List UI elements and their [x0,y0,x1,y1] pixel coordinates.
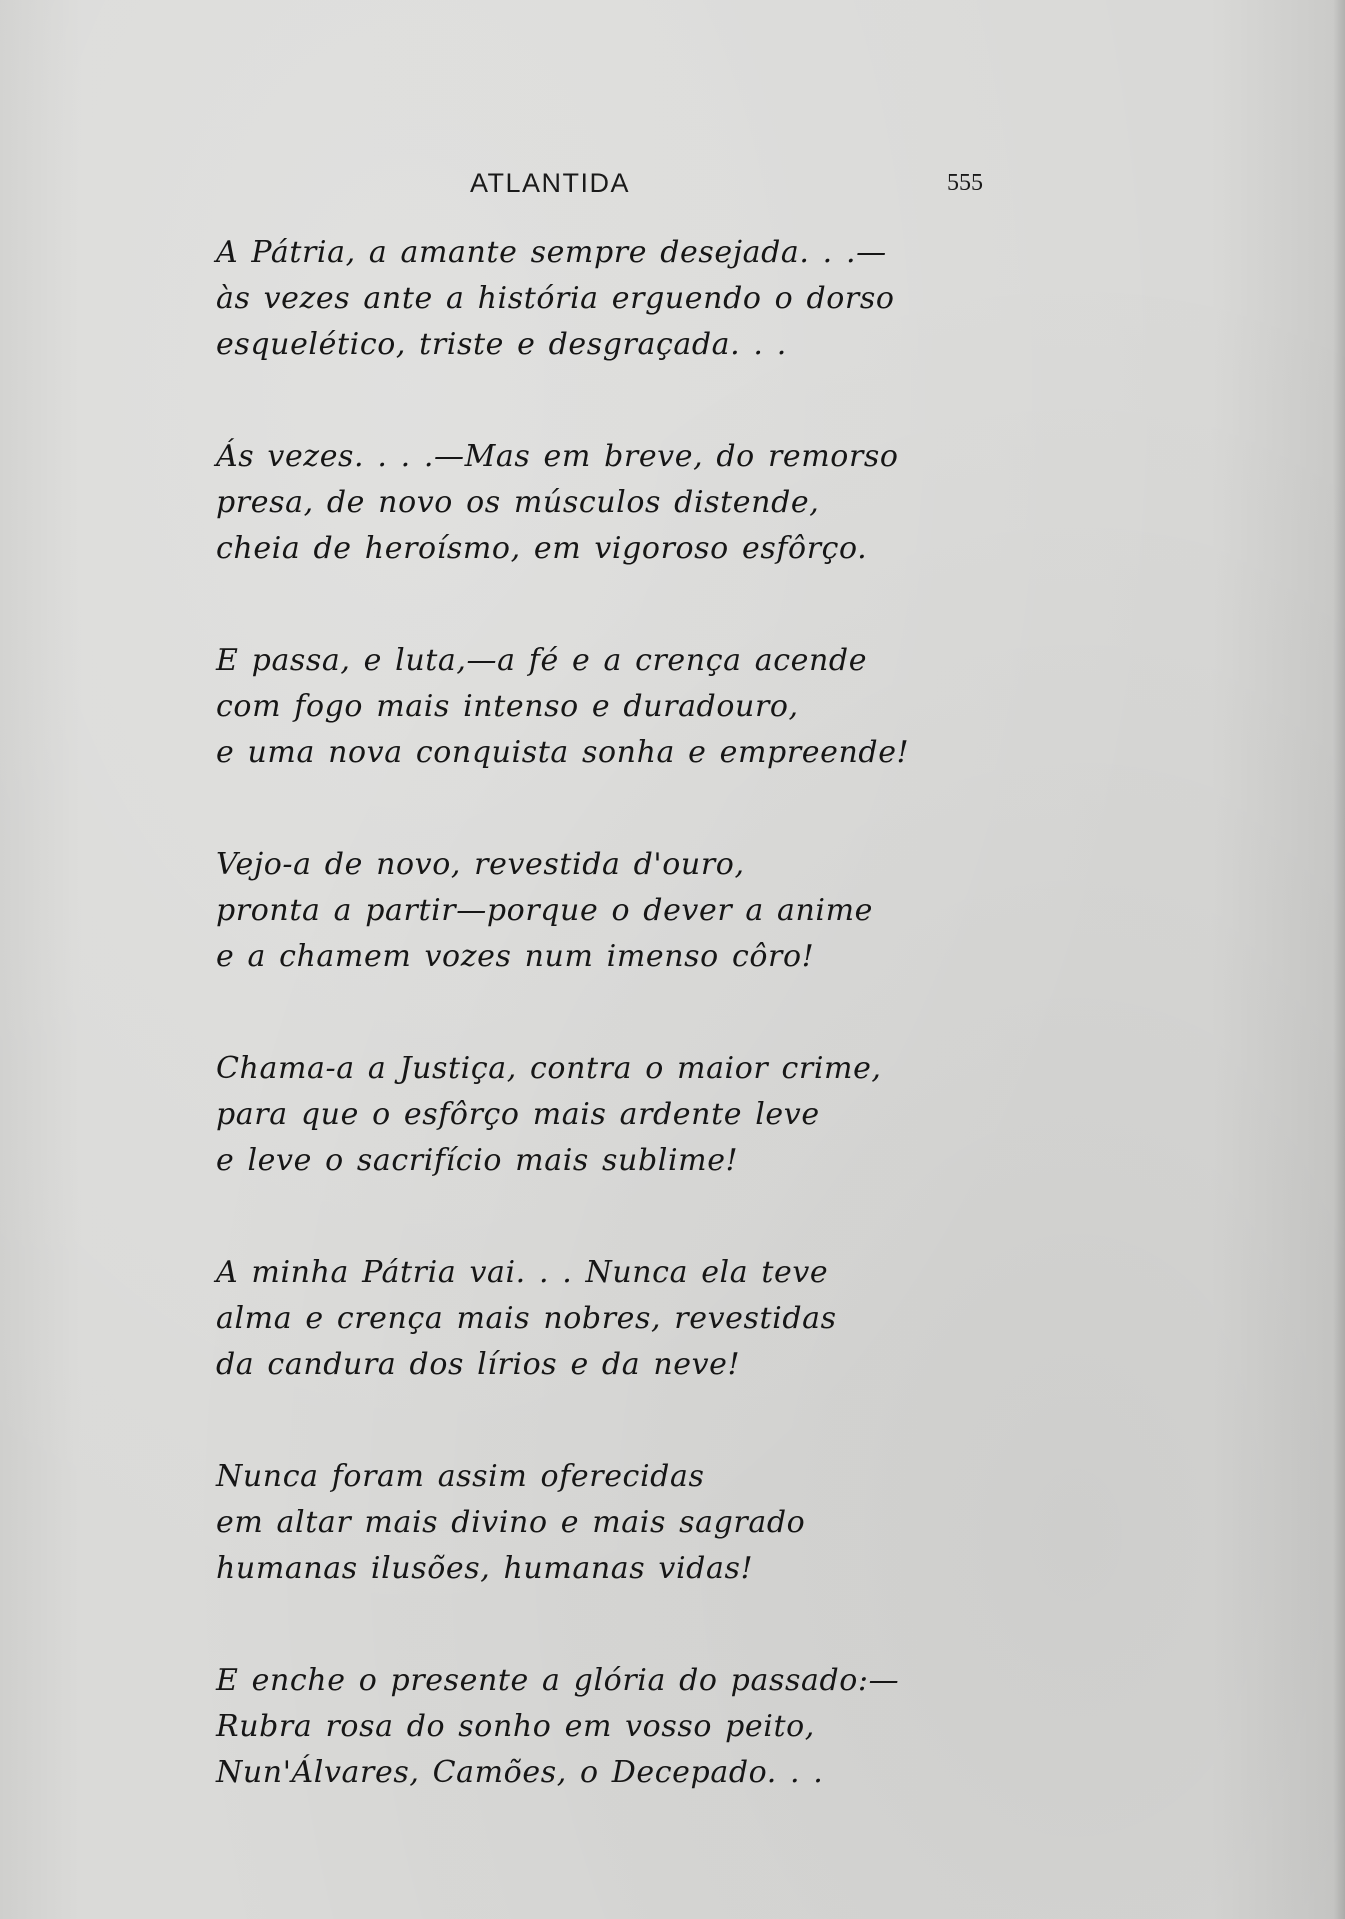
poem-line: Chama-a a Justiça, contra o maior crime, [216,1051,882,1086]
poem-line: e leve o sacrifício mais sublime! [216,1143,739,1178]
poem-line: A Pátria, a amante sempre desejada. . .— [216,235,887,270]
poem-line: Nun'Álvares, Camões, o Decepado. . . [216,1755,824,1790]
stanza [216,1658,1196,1796]
stanza [216,1454,1196,1592]
poem-line: da candura dos lírios e da neve! [216,1347,741,1382]
poem-line: alma e crença mais nobres, revestidas [216,1301,837,1336]
poem-line: A minha Pátria vai. . . Nunca ela teve [216,1255,829,1290]
poem-line: pronta a partir—porque o dever a anime [216,893,874,928]
poem-line: Ás vezes. . . .—Mas em breve, do remorso [216,439,899,474]
poem-line: Nunca foram assim oferecidas [216,1459,705,1494]
stanza [216,638,1196,776]
poem-line: E passa, e luta,—a fé e a crença acende [216,643,868,678]
page-number: 555 [947,170,983,196]
poem-line: às vezes ante a história erguendo o dorso [216,281,895,316]
poem-line: Vejo-a de novo, revestida d'ouro, [216,847,745,882]
poem-line: cheia de heroísmo, em vigoroso esfôrço. [216,531,868,566]
poem-line: esquelético, triste e desgraçada. . . [216,327,787,362]
stanza [216,1250,1196,1388]
running-head: ATLANTIDA [470,168,631,198]
poem-line: em altar mais divino e mais sagrado [216,1505,806,1540]
poem-line: presa, de novo os músculos distende, [216,485,820,520]
stanza [216,842,1196,980]
page-edge-shadow [1333,0,1345,1919]
poem-line: com fogo mais intenso e duradouro, [216,689,799,724]
poem-line: Rubra rosa do sonho em vosso peito, [216,1709,815,1744]
stanza [216,434,1196,572]
poem-line: humanas ilusões, humanas vidas! [216,1551,754,1586]
stanza [216,230,1196,368]
stanza [216,1046,1196,1184]
poem [216,230,1196,1862]
poem-line: e a chamem vozes num imenso côro! [216,939,815,974]
poem-line: e uma nova conquista sonha e empreende! [216,735,910,770]
poem-line: E enche o presente a glória do passado:— [216,1663,900,1698]
poem-line: para que o esfôrço mais ardente leve [216,1097,820,1132]
